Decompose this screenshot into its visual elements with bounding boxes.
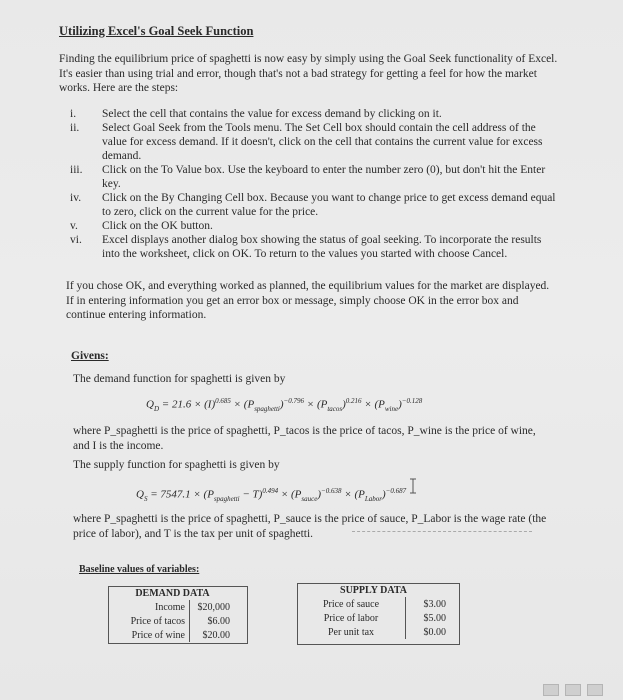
- row-value: $5.00: [406, 611, 451, 625]
- list-item: [70, 191, 560, 219]
- table-row: [297, 597, 450, 611]
- step-number: v.: [70, 220, 78, 232]
- list-item: [70, 107, 560, 121]
- row-label: Income: [155, 601, 185, 613]
- demand-data-table: [111, 586, 234, 642]
- list-item: [70, 233, 560, 261]
- divider: [352, 531, 532, 532]
- demand-table-title: DEMAND DATA: [135, 587, 210, 599]
- table-row: [297, 611, 450, 625]
- outro-paragraph: If you chose OK, and everything worked as planned, the equilibrium values for the market are displayed. If in entering information you get an error box or message, simply choose OK in the error box and continue entering information.: [66, 280, 550, 321]
- row-label: Price of labor: [323, 612, 379, 624]
- demand-equation: $Q_D = 21.6 \times (I)^{0.685} \times (P_{spaghetti})^{-0.796} \times (P_{tacos})^{0.216} \times (P_{wine})^{-0.128}$: [146, 397, 423, 413]
- step-text: Select Goal Seek from the Tools menu. The Set Cell box should contain the cell address of the value for excess demand. If it doesn't, click on the cell that contains the current value for excess demand.: [102, 122, 543, 162]
- page-icon[interactable]: [565, 684, 581, 696]
- row-label: Price of sauce: [322, 598, 380, 610]
- intro-paragraph: Finding the equilibrium price of spaghetti is now easy by simply using the Goal Seek functionality of Excel. It's easier than using trial and error, though that's not a bad strategy for getting a feel for how the market works. Here are the steps:: [59, 53, 558, 94]
- step-text: Click on the OK button.: [102, 220, 213, 232]
- row-value: $3.00: [406, 597, 451, 611]
- step-number: iii.: [70, 164, 83, 176]
- table-row: [111, 628, 234, 642]
- step-text: Click on the To Value box. Use the keyboard to enter the number zero (0), but don't hit the Enter key.: [102, 164, 546, 190]
- baseline-heading: Baseline values of variables:: [79, 564, 200, 575]
- step-number: ii.: [70, 122, 80, 134]
- row-label: Per unit tax: [327, 626, 375, 638]
- row-value: $20,000: [190, 600, 235, 614]
- supply-table-title: SUPPLY DATA: [340, 584, 407, 596]
- text-cursor-icon: [408, 478, 418, 494]
- list-item: [70, 121, 560, 163]
- givens-heading: Givens:: [71, 350, 109, 362]
- supply-equation: $Q_S = 7547.1 \times (P_{spaghetti} - T)^{0.494} \times (P_{sauce})^{-0.638} \times (P_{Labor})^{-0.687}$: [136, 487, 407, 503]
- row-value: $20.00: [190, 628, 235, 642]
- supply-where-text: where P_spaghetti is the price of spaghetti, P_sauce is the price of sauce, P_Labor is the wage rate (the price of labor), and T is the tax per unit of spaghetti.: [73, 513, 547, 540]
- steps-list: [70, 107, 560, 261]
- grid-icon[interactable]: [543, 684, 559, 696]
- table-row: [297, 625, 450, 639]
- demand-where-text: where P_spaghetti is the price of spaghetti, P_tacos is the price of tacos, P_wine is the price of wine, and I is the income.: [73, 425, 536, 452]
- step-number: vi.: [70, 234, 82, 246]
- sync-icon[interactable]: [587, 684, 603, 696]
- step-number: i.: [70, 108, 77, 120]
- row-label: Price of tacos: [130, 615, 185, 627]
- supply-data-table: [297, 583, 450, 639]
- corner-controls: [543, 684, 603, 696]
- table-row: [111, 600, 234, 614]
- supply-intro: The supply function for spaghetti is given by: [73, 459, 280, 471]
- row-value: $6.00: [190, 614, 235, 628]
- demand-intro: The demand function for spaghetti is given by: [73, 373, 286, 385]
- row-value: $0.00: [406, 625, 451, 639]
- document-title: Utilizing Excel's Goal Seek Function: [59, 24, 254, 38]
- list-item: [70, 219, 560, 233]
- step-text: Excel displays another dialog box showing the status of goal seeking. To incorporate the results into the worksheet, click on OK. To return to the values you started with choose Cancel.: [102, 234, 542, 260]
- step-text: Click on the By Changing Cell box. Because you want to change price to get excess demand equal to zero, click on the current value for the price.: [102, 192, 556, 218]
- list-item: [70, 163, 560, 191]
- step-number: iv.: [70, 192, 82, 204]
- row-label: Price of wine: [131, 629, 185, 641]
- step-text: Select the cell that contains the value for excess demand by clicking on it.: [102, 108, 442, 120]
- table-row: [111, 614, 234, 628]
